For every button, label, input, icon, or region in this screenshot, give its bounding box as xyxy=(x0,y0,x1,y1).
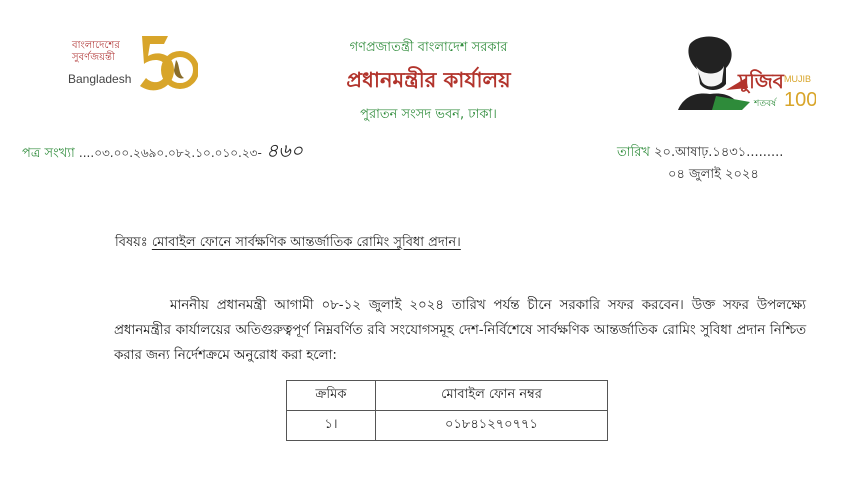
body-paragraph xyxy=(114,293,806,368)
office-title: প্রধানমন্ত্রীর কার্যালয় xyxy=(346,68,511,92)
logo-script-line1: বাংলাদেশের xyxy=(72,40,120,51)
memo-value: ০৩.০০.২৬৯০.০৮২.১০.০১০.২৩- xyxy=(94,146,262,160)
subject-label: বিষয়ঃ xyxy=(115,235,148,250)
mujib-portrait-icon xyxy=(676,32,816,112)
table-header-row xyxy=(287,381,608,411)
header-serial: ক্রমিক xyxy=(287,381,376,411)
memo-label: পত্র সংখ্যা xyxy=(22,146,75,161)
mujib-100-logo xyxy=(676,32,816,112)
memo-number xyxy=(22,137,303,169)
subject-line xyxy=(115,233,461,254)
table-row xyxy=(287,411,608,441)
date-gregorian: ০৪ জুলাই ২০২৪ xyxy=(668,167,759,182)
mujib-sub-text: শতবর্ষ xyxy=(754,99,777,109)
row-serial: ১। xyxy=(287,411,376,441)
memo-handwritten-number: ৪৬০ xyxy=(265,140,303,162)
government-line: গণপ্রজাতন্ত্রী বাংলাদেশ সরকার xyxy=(349,40,508,55)
mujib-number-text: 100 xyxy=(784,89,816,111)
header-mobile-number: মোবাইল ফোন নম্বর xyxy=(376,381,608,411)
mujib-bn-text: মুজিব xyxy=(738,69,784,93)
date-label: তারিখ xyxy=(617,145,650,160)
memo-dots: .... xyxy=(78,146,95,160)
logo-bangladesh-word: Bangladesh xyxy=(68,72,132,86)
mujib-en-text: MUJIB xyxy=(784,74,811,84)
body-paragraph-text: মাননীয় প্রধানমন্ত্রী আগামী ০৮-১২ জুলাই ২০২৪ তারিখ পর্যন্ত চীনে সরকারি সফর করবেন। উক্ত সফর উপলক্ষ্যে প্রধানমন্ত্রীর কার্যালয়ের অতিগুরুত্বপূর্ণ নিম্নবর্ণিত রবি সংযোগসমূহ দেশ-নির্বিশেষে সার্বক্ষণিক আন্তর্জাতিক রোমিং সুবিধা প্রদান নিশ্চিত করার জন্য নির্দেশক্রমে অনুরোধ করা হলো: xyxy=(114,298,806,363)
logo-script-line2: সুবর্ণজয়ন্তী xyxy=(72,52,115,63)
date-line xyxy=(617,143,783,164)
office-address: পুরাতন সংসদ ভবন, ঢাকা। xyxy=(360,107,497,122)
phone-number-table xyxy=(286,380,608,441)
subject-text: মোবাইল ফোনে সার্বক্ষণিক আন্তর্জাতিক রোমিং সুবিধা প্রদান। xyxy=(151,235,461,250)
date-bangla: ২০.আষাঢ়.১৪৩১ xyxy=(654,145,747,160)
row-mobile-number: ০১৮৪১২৭০৭৭১ xyxy=(376,411,608,441)
date-dots: ......... xyxy=(746,145,784,160)
